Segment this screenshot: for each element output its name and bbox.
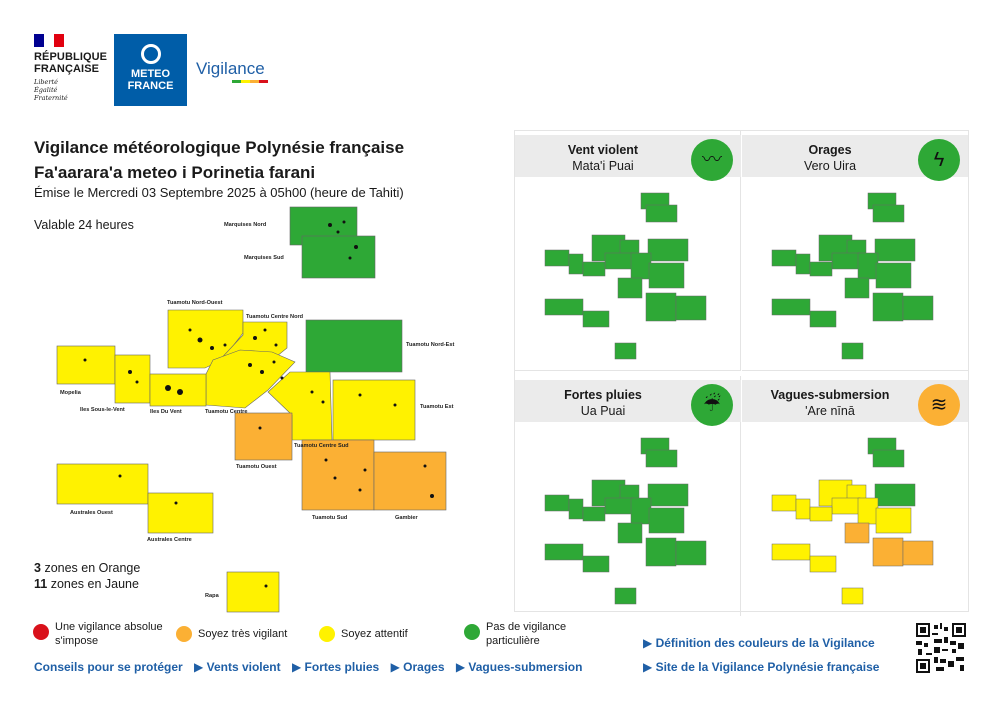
vigilance-label: Vigilance [196, 59, 265, 78]
link-orages[interactable]: ▶ Orages [390, 660, 445, 674]
zone-tuamotu-nord-est[interactable] [306, 320, 402, 372]
label-mopelia: Mopelia [60, 390, 81, 396]
mini-zone-tuamotu-centre-nord [847, 240, 866, 254]
mini-zone-iles-du-vent [810, 507, 832, 521]
link-vents[interactable]: ▶ Vents violent [194, 660, 281, 674]
zone-australes-ouest[interactable] [57, 464, 148, 504]
mini-zone-tuamotu-ouest [618, 523, 642, 543]
mini-zone-tuamotu-ouest [618, 278, 642, 298]
mini-zone-mopelia [545, 250, 569, 266]
mini-zone-tuamotu-centre [832, 253, 860, 269]
title-line2: Fa'aarara'a meteo i Porinetia farani [34, 163, 316, 182]
mini-zone-iles-du-vent [583, 507, 605, 521]
mini-zone-iles-sous-le-vent [796, 499, 810, 519]
mini-zone-tuamotu-est [876, 508, 911, 533]
orange-count: 3 [34, 561, 41, 575]
label-tuamotu-est: Tuamotu Est [420, 404, 454, 410]
mini-zone-tuamotu-nord-est [875, 484, 915, 506]
label-gambier: Gambier [395, 515, 418, 521]
mini-zone-gambier [676, 296, 706, 320]
mini-zone-australes-ouest [772, 299, 810, 315]
mini-map-vent [515, 177, 741, 371]
link-vagues[interactable]: ▶ Vagues-submersion [455, 660, 583, 674]
mini-zone-tuamotu-ouest [845, 278, 869, 298]
mini-zone-tuamotu-est [649, 508, 684, 533]
phenomena-grid [514, 130, 969, 612]
mini-zone-tuamotu-nord-est [875, 239, 915, 261]
zone-rapa[interactable] [227, 572, 279, 612]
mini-zone-tuamotu-ouest [845, 523, 869, 543]
link-conseils[interactable]: Conseils pour se protéger [34, 660, 183, 674]
validity: Valable 24 heures [34, 218, 134, 232]
mini-zone-australes-centre [810, 311, 836, 327]
mini-zone-tuamotu-centre [832, 498, 860, 514]
mini-zone-australes-ouest [545, 544, 583, 560]
mini-zone-tuamotu-centre-sud [858, 253, 878, 279]
panel-subtitle: Ua Puai [580, 404, 626, 418]
panel-orages[interactable] [742, 131, 968, 371]
zone-marquises-sud[interactable] [302, 236, 375, 278]
legend-yellow-text: Soyez attentif [341, 628, 408, 640]
mini-zone-gambier [903, 296, 933, 320]
legend [30, 620, 590, 656]
zone-counts [34, 560, 140, 592]
panel-title: Fortes pluies [564, 388, 642, 402]
yellow-count-line [34, 576, 140, 592]
advice-links [34, 660, 590, 674]
label-iles-sous-le-vent: Iles Sous-le-Vent [80, 407, 125, 413]
label-tuamotu-centre-sud [294, 443, 349, 449]
label-marquises-sud: Marquises Sud [244, 255, 284, 261]
panel-vagues-submersion[interactable] [742, 376, 968, 616]
label-tuamotu-sud: Tuamotu Sud [312, 515, 348, 521]
rf-motto-egalite: Égalité [34, 86, 58, 94]
link-definition-couleurs[interactable]: ▶ Définition des couleurs de la Vigilance [643, 636, 875, 650]
mini-zone-iles-du-vent [810, 262, 832, 276]
label-iles-du-vent: Iles Du Vent [150, 409, 182, 415]
zone-tuamotu-ouest[interactable] [235, 413, 292, 460]
panel-title: Vagues-submersion [770, 388, 890, 402]
mini-zone-tuamotu-centre-nord [847, 485, 866, 499]
panel-title: Orages [808, 143, 852, 157]
label-tuamotu-centre-nord: Tuamotu Centre Nord [246, 314, 304, 320]
mini-zone-marquises-sud [646, 450, 677, 467]
mf-line2: FRANCE [127, 80, 174, 92]
wind-sock-icon: 〰 [691, 139, 733, 181]
zone-gambier[interactable] [374, 452, 446, 510]
rf-name-line2: FRANÇAISE [34, 63, 100, 75]
rain-drops-icon: ☔ [691, 384, 733, 426]
rf-name-line1: RÉPUBLIQUE [34, 51, 108, 63]
panel-subtitle: Mata'i Puai [572, 159, 634, 173]
panel-header [742, 380, 968, 422]
rf-motto-liberte: Liberté [34, 78, 58, 86]
panel-header [515, 380, 741, 422]
panel-header [515, 135, 741, 177]
link-site-vigilance[interactable]: ▶ Site de la Vigilance Polynésie française [643, 660, 880, 674]
panel-title: Vent violent [567, 143, 639, 157]
mini-zone-iles-sous-le-vent [796, 254, 810, 274]
lightning-icon: ϟ [918, 139, 960, 181]
zone-iles-sous-le-vent[interactable] [115, 355, 150, 403]
mini-zone-tuamotu-centre-sud [858, 498, 878, 524]
mini-zone-marquises-sud [646, 205, 677, 222]
orange-dot-icon [176, 626, 192, 642]
mini-zone-tuamotu-centre-sud [631, 253, 651, 279]
mini-zone-tuamotu-centre [605, 498, 633, 514]
label-tuamotu-nord-ouest: Tuamotu Nord-Ouest [167, 300, 223, 306]
mini-zone-marquises-sud [873, 450, 904, 467]
mini-zone-iles-sous-le-vent [569, 254, 583, 274]
issue-date: Émise le Mercredi 03 Septembre 2025 à 05h00 (heure de Tahiti) [34, 185, 404, 200]
panel-vent-violent[interactable] [515, 131, 741, 371]
label-australes-centre: Australes Centre [147, 537, 192, 543]
legend-green-line2: particulière [486, 635, 540, 647]
mini-zone-tuamotu-sud [873, 538, 903, 566]
mini-zone-australes-centre [583, 556, 609, 572]
mini-zone-mopelia [545, 495, 569, 511]
mini-zone-tuamotu-sud [646, 538, 676, 566]
mini-zone-australes-ouest [545, 299, 583, 315]
zone-tuamotu-sud[interactable] [302, 440, 374, 510]
legend-red-line2: s'impose [55, 635, 99, 647]
zone-australes-centre[interactable] [148, 493, 213, 533]
label-marquises-nord: Marquises Nord [224, 222, 267, 228]
mini-map-pluies [515, 422, 741, 616]
mini-zone-australes-ouest [772, 544, 810, 560]
mini-zone-tuamotu-est [876, 263, 911, 288]
mini-zone-rapa [615, 588, 636, 604]
zone-tuamotu-est[interactable] [333, 380, 415, 440]
main-vigilance-map [0, 0, 500, 620]
label-rapa: Rapa [205, 593, 219, 599]
yellow-count-text: zones en Jaune [50, 577, 139, 591]
panel-header [742, 135, 968, 177]
mini-zone-tuamotu-sud [646, 293, 676, 321]
label-tuamotu-ouest: Tuamotu Ouest [236, 464, 277, 470]
yellow-dot-icon [319, 626, 335, 642]
yellow-count: 11 [34, 577, 48, 591]
mini-zone-gambier [903, 541, 933, 565]
mini-zone-marquises-sud [873, 205, 904, 222]
mini-zone-tuamotu-centre-nord [620, 485, 639, 499]
zone-mopelia[interactable] [57, 346, 115, 384]
mini-zone-mopelia [772, 250, 796, 266]
label-australes-ouest: Australes Ouest [70, 510, 113, 516]
label-tuamotu-centre-sud-text: Tuamotu Centre Sud [294, 443, 349, 449]
mini-zone-tuamotu-est [649, 263, 684, 288]
label-tuamotu-nord-est: Tuamotu Nord-Est [406, 342, 455, 348]
qr-code[interactable] [916, 623, 966, 673]
mini-zone-iles-du-vent [583, 262, 605, 276]
legend-green-line1: Pas de vigilance [486, 621, 567, 633]
orange-count-line [34, 560, 140, 576]
mini-map-vagues [742, 422, 968, 616]
panel-fortes-pluies[interactable] [515, 376, 741, 616]
legend-orange-text: Soyez très vigilant [198, 628, 288, 640]
red-dot-icon [33, 624, 49, 640]
mini-zone-rapa [842, 343, 863, 359]
mini-zone-tuamotu-sud [873, 293, 903, 321]
mini-zone-gambier [676, 541, 706, 565]
link-pluies[interactable]: ▶ Fortes pluies [291, 660, 380, 674]
legend-red-line1: Une vigilance absolue [55, 621, 163, 633]
mini-zone-tuamotu-nord-est [648, 239, 688, 261]
mini-zone-rapa [842, 588, 863, 604]
green-dot-icon [464, 624, 480, 640]
mini-zone-australes-centre [810, 556, 836, 572]
panel-subtitle: Vero Uira [803, 159, 857, 173]
mini-zone-mopelia [772, 495, 796, 511]
title-line1: Vigilance météorologique Polynésie française [34, 138, 405, 157]
mini-zone-australes-centre [583, 311, 609, 327]
mf-line1: METEO [130, 68, 171, 80]
orange-count-text: zones en Orange [44, 561, 141, 575]
mini-map-orages [742, 177, 968, 371]
mini-zone-tuamotu-centre-nord [620, 240, 639, 254]
mini-zone-rapa [615, 343, 636, 359]
mini-zone-tuamotu-centre-sud [631, 498, 651, 524]
label-tuamotu-centre: Tuamotu Centre [205, 409, 248, 415]
rf-motto-fraternite: Fraternité [34, 94, 68, 102]
wave-icon: ≋ [918, 384, 960, 426]
mini-zone-iles-sous-le-vent [569, 499, 583, 519]
panel-subtitle: 'Are nīnā [805, 404, 855, 418]
mini-zone-tuamotu-centre [605, 253, 633, 269]
mini-zone-tuamotu-nord-est [648, 484, 688, 506]
